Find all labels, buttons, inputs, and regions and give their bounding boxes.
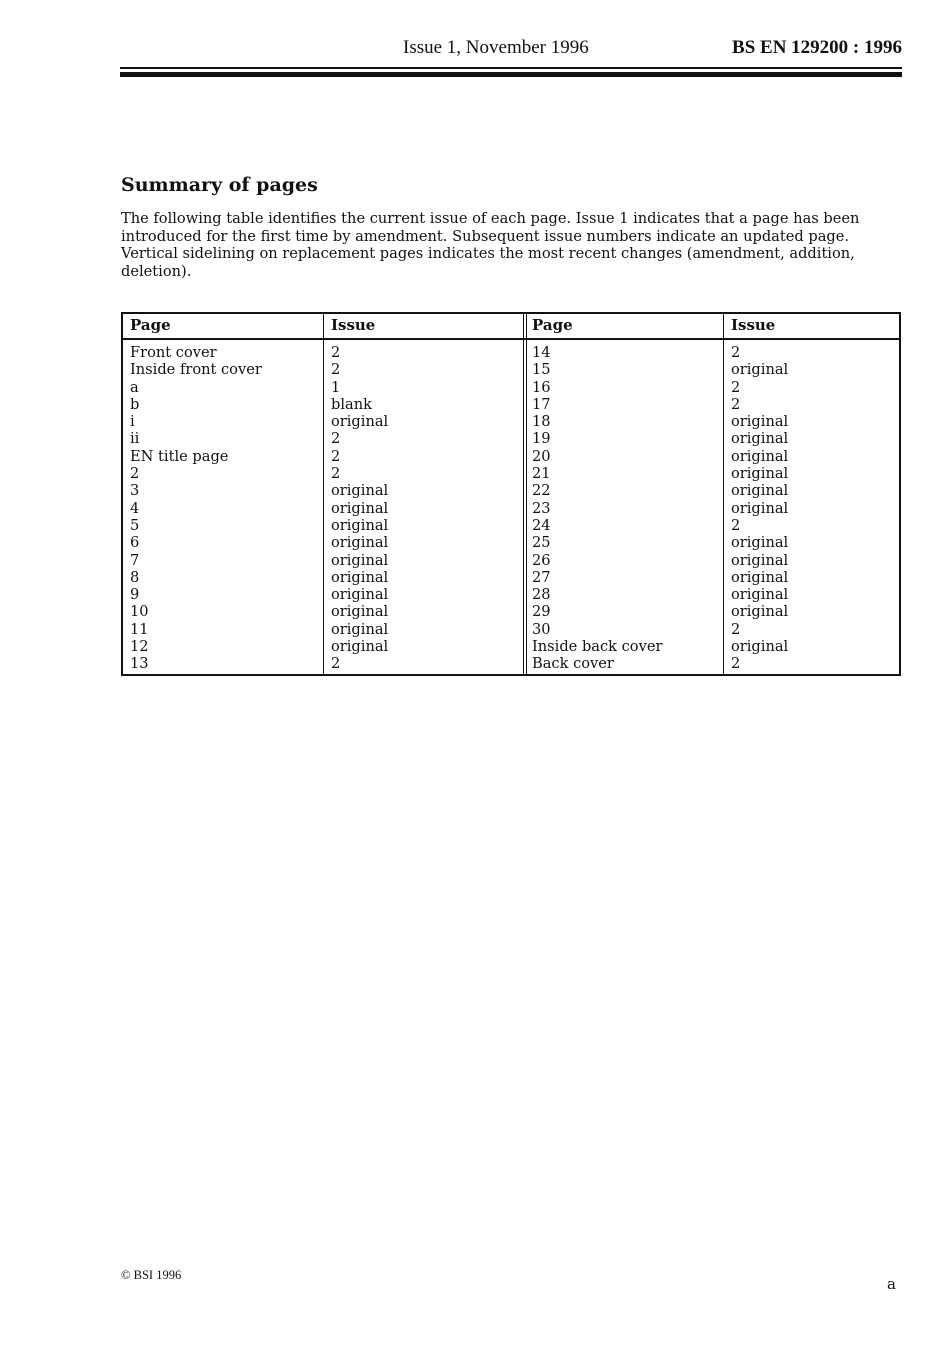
table-cell: i — [130, 413, 135, 431]
table-cell: 2 — [731, 395, 741, 413]
table-cell: 12 — [130, 638, 149, 656]
table-cell: original — [331, 534, 389, 552]
table-cell: 29 — [532, 603, 551, 621]
table-cell: 8 — [130, 568, 140, 586]
table-cell: 2 — [130, 465, 140, 483]
table-cell: original — [731, 361, 789, 379]
table-cell: original — [331, 620, 389, 638]
table-cell: 24 — [532, 516, 551, 534]
table-cell: blank — [331, 395, 372, 413]
column-issue-right — [723, 314, 902, 674]
table-cell: 19 — [532, 430, 551, 448]
table-cell: 7 — [130, 551, 140, 569]
table-cell: 26 — [532, 551, 551, 569]
column-header-page-left: Page — [130, 316, 171, 334]
page-title: Summary of pages — [121, 174, 318, 196]
table-cell: b — [130, 395, 140, 413]
cells-issue-left — [331, 344, 388, 673]
table-cell: original — [331, 499, 389, 517]
header-issue: Issue 1, November 1996 — [403, 37, 589, 58]
table-cell: 23 — [532, 499, 551, 517]
table-cell: 27 — [532, 568, 551, 586]
table-cell: original — [731, 534, 789, 552]
column-issue-left — [323, 314, 524, 674]
table-cell: original — [731, 638, 789, 656]
table-cell: 2 — [331, 465, 341, 483]
table-cell: 2 — [331, 447, 341, 465]
table-cell: original — [731, 447, 789, 465]
table-cell: 2 — [331, 344, 341, 361]
header-rule-thin — [120, 67, 902, 69]
intro-text — [121, 210, 881, 280]
table-cell: original — [731, 465, 789, 483]
footer-copyright: © BSI 1996 — [121, 1268, 182, 1282]
table-cell: 16 — [532, 378, 551, 396]
table-cell: original — [331, 586, 389, 604]
table-cell: original — [731, 499, 789, 517]
table-cell: original — [331, 603, 389, 621]
table-cell: 9 — [130, 586, 140, 604]
table-cell: 2 — [731, 620, 741, 638]
table-cell: 2 — [731, 344, 741, 361]
table-cell: 2 — [331, 361, 341, 379]
table-cell: 11 — [130, 620, 149, 638]
table-cell: 30 — [532, 620, 551, 638]
table-cell: Inside front cover — [130, 361, 262, 379]
table-cell: 18 — [532, 413, 551, 431]
table-cell: 6 — [130, 534, 140, 552]
table-cell: 14 — [532, 344, 551, 361]
cells-page-right — [532, 344, 662, 673]
header-rule-thick — [120, 72, 902, 77]
table-cell: 25 — [532, 534, 551, 552]
cells-page-left — [130, 344, 262, 673]
table-cell: original — [331, 516, 389, 534]
table-cell: ii — [130, 430, 140, 448]
table-cell: 1 — [331, 378, 341, 396]
table-cell: EN title page — [130, 447, 229, 465]
table-cell: 13 — [130, 655, 149, 673]
table-cell: 10 — [130, 603, 149, 621]
intro-paragraph: The following table identifies the current issue of each page. Issue 1 indicates that a page has been introduced for the first time by amendment. Subsequent issue numbers indicate an updated page. Vertical sidelining on replacement pages indicates the most recent changes (amendment, addition, deletion). — [121, 210, 860, 280]
table-cell: 2 — [731, 378, 741, 396]
column-header-page-right: Page — [532, 316, 573, 334]
table-cell: original — [331, 413, 389, 431]
table-cell: original — [731, 413, 789, 431]
table-cell: Front cover — [130, 344, 217, 361]
table-cell: original — [731, 482, 789, 500]
table-cell: original — [731, 430, 789, 448]
table-cell: 28 — [532, 586, 551, 604]
table-cell: 2 — [331, 430, 341, 448]
table-cell: original — [731, 603, 789, 621]
table-cell: 2 — [331, 655, 341, 673]
table-cell: Back cover — [532, 655, 614, 673]
table-cell: original — [731, 551, 789, 569]
table-cell: original — [331, 568, 389, 586]
table-cell: 3 — [130, 482, 140, 500]
table-cell: original — [331, 638, 389, 656]
table-cell: 21 — [532, 465, 551, 483]
table-cell: original — [331, 551, 389, 569]
table-cell: 4 — [130, 499, 140, 517]
cells-issue-right — [731, 344, 788, 673]
column-header-issue-left: Issue — [331, 316, 376, 334]
table-cell: 15 — [532, 361, 551, 379]
table-cell: 5 — [130, 516, 140, 534]
table-cell: original — [731, 568, 789, 586]
table-cell: original — [331, 482, 389, 500]
header-standard: BS EN 129200 : 1996 — [732, 37, 902, 58]
column-page-left — [123, 314, 323, 674]
table-cell: Inside back cover — [532, 638, 663, 656]
table-cell: 2 — [731, 516, 741, 534]
summary-table — [121, 312, 901, 676]
column-page-right — [523, 314, 727, 674]
footer-page-number: a — [887, 1275, 896, 1293]
table-cell: 17 — [532, 395, 551, 413]
column-header-issue-right: Issue — [731, 316, 776, 334]
table-cell: original — [731, 586, 789, 604]
table-cell: 20 — [532, 447, 551, 465]
table-cell: a — [130, 378, 139, 396]
table-cell: 22 — [532, 482, 551, 500]
table-cell: 2 — [731, 655, 741, 673]
